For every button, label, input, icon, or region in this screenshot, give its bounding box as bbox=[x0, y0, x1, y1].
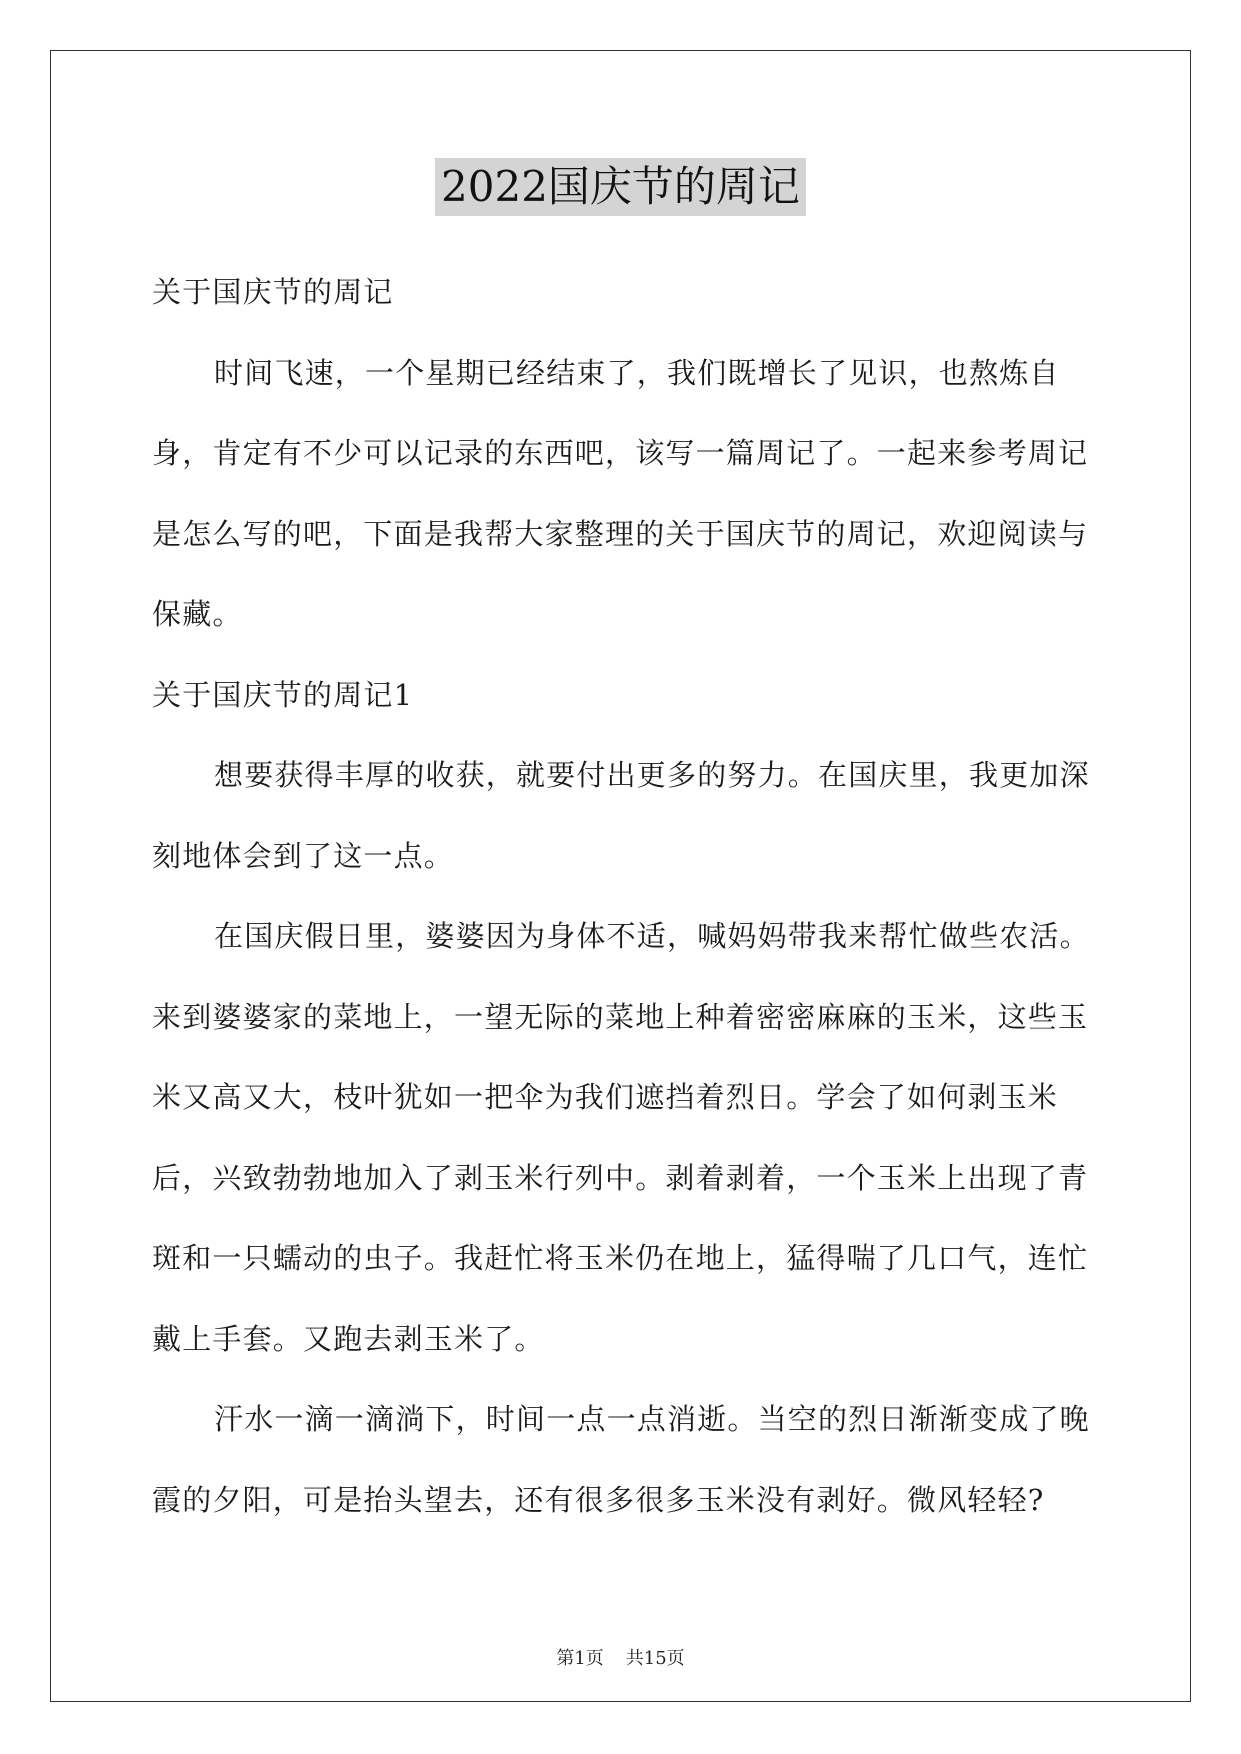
paragraph: 关于国庆节的周记1 bbox=[152, 677, 414, 712]
title-container bbox=[0, 158, 1241, 216]
paragraph: 汗水一滴一滴淌下，时间一点一点消逝。当空的烈日渐渐变成了晚霞的夕阳，可是抬头望去，还有很多很多玉米没有剥好。微风轻轻? bbox=[152, 1402, 1090, 1517]
page-footer bbox=[0, 1644, 1241, 1670]
paragraph: 想要获得丰厚的收获，就要付出更多的努力。在国庆里，我更加深刻地体会到了这一点。 bbox=[152, 758, 1090, 873]
paragraph: 在国庆假日里，婆婆因为身体不适，喊妈妈带我来帮忙做些农活。来到婆婆家的菜地上，一望无际的菜地上种着密密麻麻的玉米，这些玉米又高又大，枝叶犹如一把伞为我们遮挡着烈日。学会了如何剥玉米后，兴致勃勃地加入了剥玉米行列中。剥着剥着，一个玉米上出现了青斑和一只蠕动的虫子。我赶忙将玉米仍在地上，猛得喘了几口气，连忙戴上手套。又跑去剥玉米了。 bbox=[152, 919, 1090, 1356]
page-total: 共15页 bbox=[625, 1648, 685, 1669]
document-body bbox=[152, 252, 1092, 1540]
page-number: 第1页 bbox=[556, 1648, 604, 1669]
paragraph: 关于国庆节的周记 bbox=[152, 275, 394, 309]
paragraph: 时间飞速，一个星期已经结束了，我们既增长了见识，也熬炼自身，肯定有不少可以记录的东西吧，该写一篇周记了。一起来参考周记是怎么写的吧，下面是我帮大家整理的关于国庆节的周记，欢迎阅读与保藏。 bbox=[152, 355, 1089, 631]
document-title: 2022国庆节的周记 bbox=[435, 158, 806, 216]
